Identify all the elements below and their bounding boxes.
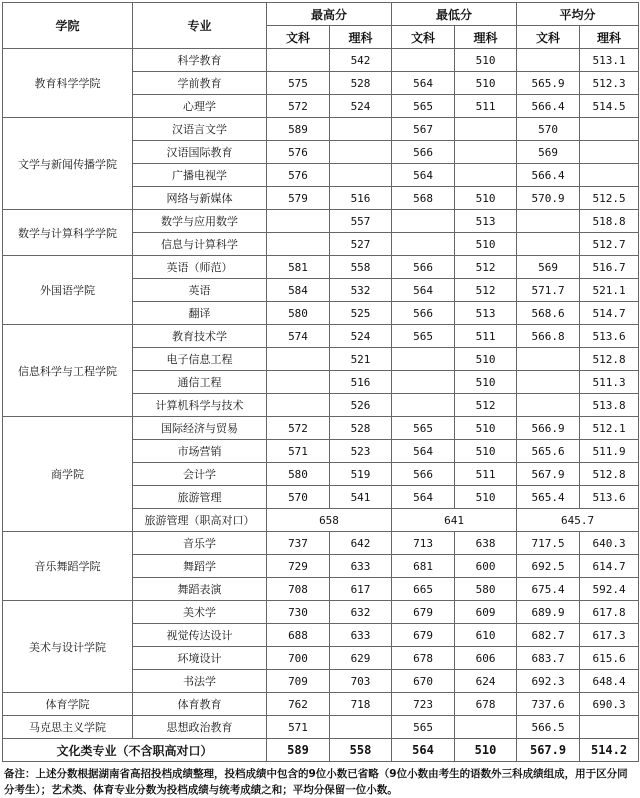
min-arts-cell: 565 [392, 325, 455, 348]
max-science-cell [330, 141, 392, 164]
avg-arts-cell: 565.9 [517, 72, 580, 95]
min-arts-cell: 564 [392, 486, 455, 509]
min-arts-cell: 723 [392, 693, 455, 716]
major-name: 体育教育 [133, 693, 267, 716]
major-name: 旅游管理（职高对口） [133, 509, 267, 532]
table-row [3, 716, 639, 739]
major-name: 广播电视学 [133, 164, 267, 187]
min-science-cell: 513 [455, 302, 517, 325]
college-name: 体育学院 [3, 693, 133, 716]
max-arts-cell: 571 [267, 440, 330, 463]
min-science-cell: 513 [455, 210, 517, 233]
major-name: 心理学 [133, 95, 267, 118]
major-name: 网络与新媒体 [133, 187, 267, 210]
avg-science-cell: 617.3 [580, 624, 639, 647]
header-avg-science: 理科 [580, 26, 639, 49]
avg-science-cell: 514.7 [580, 302, 639, 325]
max-science-cell: 629 [330, 647, 392, 670]
min-arts-cell: 679 [392, 624, 455, 647]
max-arts-cell: 589 [267, 118, 330, 141]
major-name: 计算机科学与技术 [133, 394, 267, 417]
min-arts-cell [392, 49, 455, 72]
avg-science-cell [580, 164, 639, 187]
max-arts-cell [267, 233, 330, 256]
min-arts-cell: 565 [392, 716, 455, 739]
table-row [3, 49, 639, 72]
avg-arts-cell: 566.9 [517, 417, 580, 440]
max-science-cell: 526 [330, 394, 392, 417]
max-science-cell: 516 [330, 187, 392, 210]
major-name: 学前教育 [133, 72, 267, 95]
max-science-cell: 542 [330, 49, 392, 72]
max-science-cell: 524 [330, 325, 392, 348]
table-body [3, 49, 639, 739]
avg-science-cell: 512.1 [580, 417, 639, 440]
max-arts-cell: 708 [267, 578, 330, 601]
min-science-cell [455, 141, 517, 164]
college-name: 信息科学与工程学院 [3, 325, 133, 417]
min-score-merged: 641 [392, 509, 517, 532]
max-arts-cell [267, 210, 330, 233]
max-science-cell: 527 [330, 233, 392, 256]
min-science-cell [455, 164, 517, 187]
max-science-cell: 558 [330, 256, 392, 279]
min-science-cell: 609 [455, 601, 517, 624]
major-name: 音乐学 [133, 532, 267, 555]
college-name: 文学与新闻传播学院 [3, 118, 133, 210]
major-name: 汉语国际教育 [133, 141, 267, 164]
max-score-merged: 658 [267, 509, 392, 532]
avg-science-cell: 614.7 [580, 555, 639, 578]
avg-arts-cell: 570 [517, 118, 580, 141]
table-header [3, 3, 639, 49]
max-science-cell: 718 [330, 693, 392, 716]
avg-arts-cell: 565.4 [517, 486, 580, 509]
max-arts-cell: 572 [267, 417, 330, 440]
min-science-cell [455, 716, 517, 739]
max-arts-cell: 709 [267, 670, 330, 693]
avg-arts-cell: 566.5 [517, 716, 580, 739]
major-name: 通信工程 [133, 371, 267, 394]
min-science-cell: 512 [455, 256, 517, 279]
max-science-cell: 557 [330, 210, 392, 233]
avg-science-cell: 518.8 [580, 210, 639, 233]
avg-arts-cell: 569 [517, 256, 580, 279]
min-arts-cell: 564 [392, 440, 455, 463]
max-science-cell: 632 [330, 601, 392, 624]
major-name: 思想政治教育 [133, 716, 267, 739]
max-arts-cell: 730 [267, 601, 330, 624]
avg-science-cell: 640.3 [580, 532, 639, 555]
avg-science-cell: 512.7 [580, 233, 639, 256]
max-science-cell: 642 [330, 532, 392, 555]
min-arts-cell: 567 [392, 118, 455, 141]
college-name: 外国语学院 [3, 256, 133, 325]
min-arts-cell: 566 [392, 302, 455, 325]
major-name: 舞蹈表演 [133, 578, 267, 601]
major-name: 视觉传达设计 [133, 624, 267, 647]
total-label: 文化类专业（不含职高对口） [3, 739, 267, 762]
max-science-cell: 633 [330, 555, 392, 578]
header-max-science: 理科 [330, 26, 392, 49]
min-science-cell [455, 118, 517, 141]
total-min-arts: 564 [392, 739, 455, 762]
min-arts-cell: 665 [392, 578, 455, 601]
avg-arts-cell: 566.4 [517, 164, 580, 187]
max-science-cell: 516 [330, 371, 392, 394]
max-arts-cell: 580 [267, 302, 330, 325]
table-row [3, 532, 639, 555]
header-max-arts: 文科 [267, 26, 330, 49]
max-science-cell: 528 [330, 417, 392, 440]
major-name: 美术学 [133, 601, 267, 624]
max-science-cell: 528 [330, 72, 392, 95]
table-row [3, 417, 639, 440]
avg-science-cell: 648.4 [580, 670, 639, 693]
min-science-cell: 610 [455, 624, 517, 647]
avg-arts-cell: 570.9 [517, 187, 580, 210]
min-science-cell: 580 [455, 578, 517, 601]
total-max-arts: 589 [267, 739, 330, 762]
college-name: 商学院 [3, 417, 133, 532]
avg-arts-cell [517, 210, 580, 233]
avg-science-cell: 516.7 [580, 256, 639, 279]
major-name: 数学与应用数学 [133, 210, 267, 233]
avg-arts-cell [517, 233, 580, 256]
avg-science-cell: 513.1 [580, 49, 639, 72]
major-name: 信息与计算科学 [133, 233, 267, 256]
avg-science-cell [580, 118, 639, 141]
min-arts-cell [392, 210, 455, 233]
min-arts-cell: 564 [392, 164, 455, 187]
avg-science-cell: 615.6 [580, 647, 639, 670]
min-arts-cell [392, 371, 455, 394]
max-arts-cell: 584 [267, 279, 330, 302]
major-name: 舞蹈学 [133, 555, 267, 578]
avg-arts-cell: 567.9 [517, 463, 580, 486]
avg-science-cell: 513.6 [580, 486, 639, 509]
major-name: 翻译 [133, 302, 267, 325]
max-science-cell: 532 [330, 279, 392, 302]
min-arts-cell: 565 [392, 417, 455, 440]
max-arts-cell: 688 [267, 624, 330, 647]
avg-arts-cell: 565.6 [517, 440, 580, 463]
avg-arts-cell: 566.8 [517, 325, 580, 348]
min-science-cell: 510 [455, 72, 517, 95]
avg-science-cell: 514.5 [580, 95, 639, 118]
header-avg-score: 平均分 [517, 3, 639, 26]
max-science-cell: 541 [330, 486, 392, 509]
min-arts-cell: 566 [392, 141, 455, 164]
header-max-score: 最高分 [267, 3, 392, 26]
avg-arts-cell: 571.7 [517, 279, 580, 302]
min-science-cell: 511 [455, 463, 517, 486]
max-arts-cell: 729 [267, 555, 330, 578]
major-name: 英语（师范） [133, 256, 267, 279]
header-major: 专业 [133, 3, 267, 49]
max-science-cell: 633 [330, 624, 392, 647]
total-avg-arts: 567.9 [517, 739, 580, 762]
avg-science-cell: 592.4 [580, 578, 639, 601]
major-name: 书法学 [133, 670, 267, 693]
major-name: 教育技术学 [133, 325, 267, 348]
max-arts-cell: 576 [267, 141, 330, 164]
avg-science-cell: 512.3 [580, 72, 639, 95]
avg-arts-cell: 675.4 [517, 578, 580, 601]
total-max-science: 558 [330, 739, 392, 762]
max-arts-cell: 762 [267, 693, 330, 716]
min-arts-cell [392, 394, 455, 417]
min-science-cell: 624 [455, 670, 517, 693]
avg-science-cell: 512.8 [580, 348, 639, 371]
table-row [3, 256, 639, 279]
college-name: 马克思主义学院 [3, 716, 133, 739]
min-arts-cell: 566 [392, 463, 455, 486]
header-avg-arts: 文科 [517, 26, 580, 49]
avg-science-cell: 690.3 [580, 693, 639, 716]
max-science-cell: 524 [330, 95, 392, 118]
min-science-cell: 510 [455, 371, 517, 394]
avg-science-cell [580, 141, 639, 164]
min-arts-cell: 713 [392, 532, 455, 555]
table-row [3, 693, 639, 716]
admission-score-table [2, 2, 639, 762]
header-min-science: 理科 [455, 26, 517, 49]
min-arts-cell: 568 [392, 187, 455, 210]
min-arts-cell: 681 [392, 555, 455, 578]
avg-science-cell: 617.8 [580, 601, 639, 624]
min-science-cell: 510 [455, 440, 517, 463]
avg-arts-cell: 682.7 [517, 624, 580, 647]
min-arts-cell: 566 [392, 256, 455, 279]
avg-science-cell: 513.6 [580, 325, 639, 348]
max-arts-cell: 570 [267, 486, 330, 509]
avg-arts-cell: 566.4 [517, 95, 580, 118]
table-row [3, 601, 639, 624]
min-arts-cell: 564 [392, 72, 455, 95]
max-science-cell: 523 [330, 440, 392, 463]
total-min-science: 510 [455, 739, 517, 762]
min-science-cell: 510 [455, 233, 517, 256]
max-science-cell: 519 [330, 463, 392, 486]
min-science-cell: 511 [455, 95, 517, 118]
min-arts-cell [392, 233, 455, 256]
avg-science-cell [580, 716, 639, 739]
avg-science-cell: 512.5 [580, 187, 639, 210]
table-row [3, 210, 639, 233]
total-avg-science: 514.2 [580, 739, 639, 762]
total-row [3, 739, 639, 762]
max-science-cell [330, 164, 392, 187]
max-arts-cell: 572 [267, 95, 330, 118]
table-row [3, 118, 639, 141]
major-name: 科学教育 [133, 49, 267, 72]
max-science-cell: 703 [330, 670, 392, 693]
major-name: 英语 [133, 279, 267, 302]
avg-arts-cell: 683.7 [517, 647, 580, 670]
table-footer [3, 739, 639, 762]
max-science-cell: 521 [330, 348, 392, 371]
max-arts-cell [267, 394, 330, 417]
max-arts-cell: 579 [267, 187, 330, 210]
major-name: 旅游管理 [133, 486, 267, 509]
min-arts-cell: 565 [392, 95, 455, 118]
header-min-score: 最低分 [392, 3, 517, 26]
avg-science-cell: 511.3 [580, 371, 639, 394]
max-science-cell: 617 [330, 578, 392, 601]
min-science-cell: 512 [455, 279, 517, 302]
min-science-cell: 638 [455, 532, 517, 555]
college-name: 数学与计算科学学院 [3, 210, 133, 256]
max-arts-cell: 575 [267, 72, 330, 95]
college-name: 美术与设计学院 [3, 601, 133, 693]
avg-arts-cell: 692.5 [517, 555, 580, 578]
avg-arts-cell [517, 348, 580, 371]
avg-arts-cell: 717.5 [517, 532, 580, 555]
major-name: 市场营销 [133, 440, 267, 463]
major-name: 汉语言文学 [133, 118, 267, 141]
min-science-cell: 510 [455, 417, 517, 440]
min-arts-cell: 670 [392, 670, 455, 693]
avg-science-cell: 511.9 [580, 440, 639, 463]
avg-arts-cell: 569 [517, 141, 580, 164]
avg-science-cell: 512.8 [580, 463, 639, 486]
avg-arts-cell: 692.3 [517, 670, 580, 693]
header-min-arts: 文科 [392, 26, 455, 49]
min-science-cell: 678 [455, 693, 517, 716]
min-science-cell: 510 [455, 348, 517, 371]
min-arts-cell: 678 [392, 647, 455, 670]
max-arts-cell: 700 [267, 647, 330, 670]
max-arts-cell [267, 371, 330, 394]
min-science-cell: 511 [455, 325, 517, 348]
max-science-cell [330, 118, 392, 141]
avg-arts-cell: 737.6 [517, 693, 580, 716]
max-arts-cell: 574 [267, 325, 330, 348]
footnote: 备注：上述分数根据湖南省高招投档成绩整理，投档成绩中包含的9位小数已省略（9位小数由考生的语数外三科成绩组成，用于区分同分考生）；艺术类、体育专业分数为投档成绩与统考成绩之和；平均分保留一位小数。 [4, 768, 628, 796]
avg-arts-cell [517, 49, 580, 72]
avg-arts-cell: 568.6 [517, 302, 580, 325]
max-arts-cell: 737 [267, 532, 330, 555]
min-science-cell: 512 [455, 394, 517, 417]
max-science-cell [330, 716, 392, 739]
min-science-cell: 606 [455, 647, 517, 670]
min-science-cell: 510 [455, 187, 517, 210]
avg-arts-cell: 689.9 [517, 601, 580, 624]
major-name: 会计学 [133, 463, 267, 486]
avg-arts-cell [517, 394, 580, 417]
avg-science-cell: 521.1 [580, 279, 639, 302]
min-science-cell: 510 [455, 49, 517, 72]
college-name: 教育科学学院 [3, 49, 133, 118]
avg-score-merged: 645.7 [517, 509, 639, 532]
max-arts-cell: 576 [267, 164, 330, 187]
max-arts-cell: 580 [267, 463, 330, 486]
major-name: 国际经济与贸易 [133, 417, 267, 440]
avg-science-cell: 513.8 [580, 394, 639, 417]
min-science-cell: 600 [455, 555, 517, 578]
table-row [3, 325, 639, 348]
min-arts-cell: 564 [392, 279, 455, 302]
max-arts-cell [267, 49, 330, 72]
min-arts-cell [392, 348, 455, 371]
major-name: 环境设计 [133, 647, 267, 670]
max-arts-cell [267, 348, 330, 371]
min-science-cell: 510 [455, 486, 517, 509]
min-arts-cell: 679 [392, 601, 455, 624]
header-college: 学院 [3, 3, 133, 49]
max-science-cell: 525 [330, 302, 392, 325]
college-name: 音乐舞蹈学院 [3, 532, 133, 601]
avg-arts-cell [517, 371, 580, 394]
major-name: 电子信息工程 [133, 348, 267, 371]
max-arts-cell: 571 [267, 716, 330, 739]
max-arts-cell: 581 [267, 256, 330, 279]
